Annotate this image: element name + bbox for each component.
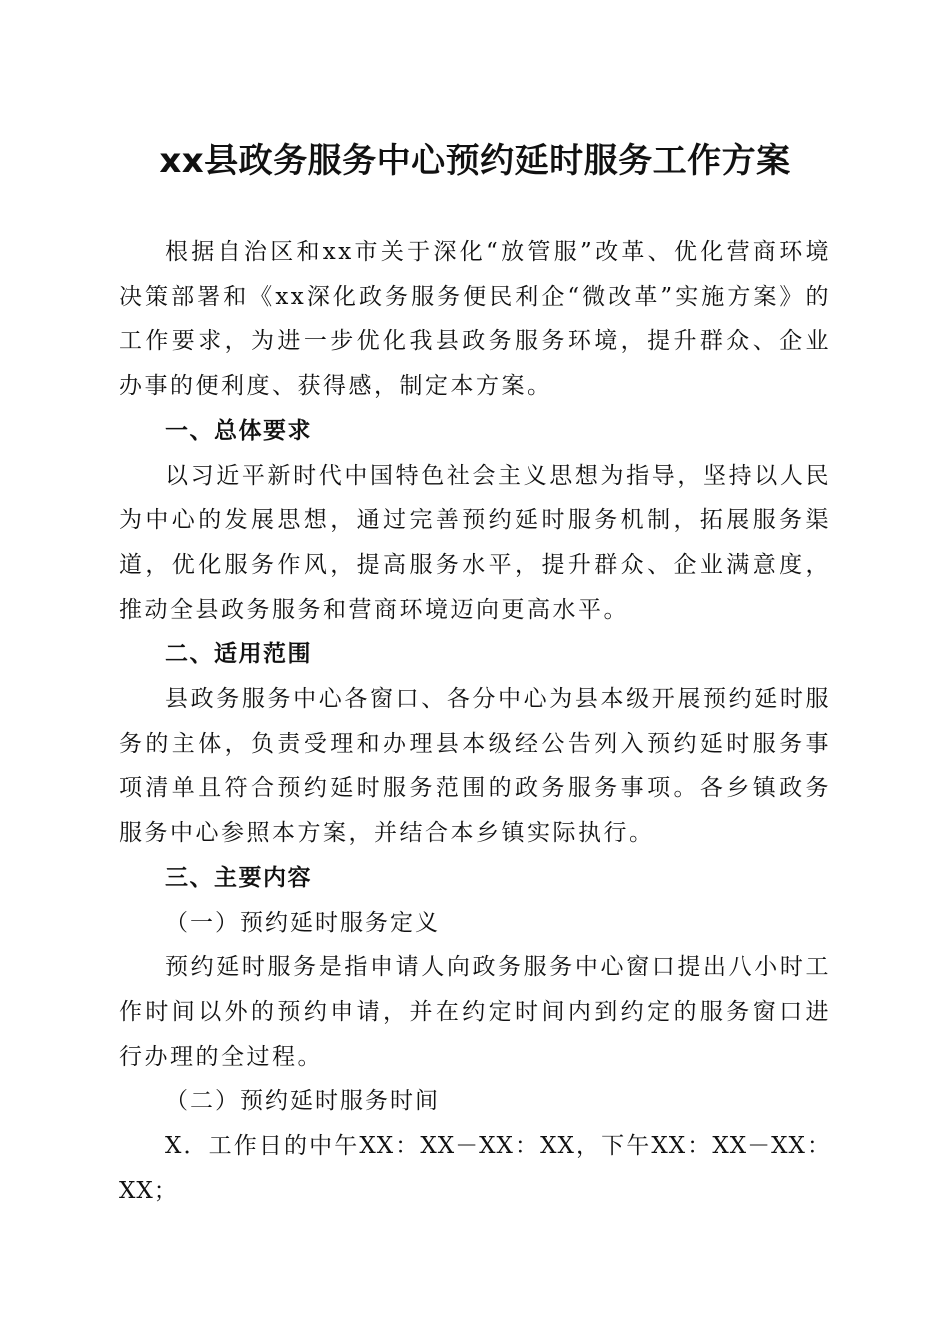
definition-paragraph: 预约延时服务是指申请人向政务服务中心窗口提出八小时工作时间以外的预约申请，并在约定时间内到约定的服务窗口进行办理的全过程。 xyxy=(119,954,831,1070)
section-heading-main-content: 三、主要内容 xyxy=(165,864,312,891)
scope-paragraph: 县政务服务中心各窗口、各分中心为县本级开展预约延时服务的主体，负责受理和办理县本级经公告列入预约延时服务事项清单且符合预约延时服务范围的政务服务事项。各乡镇政务服务中心参照本方案，并结合本乡镇实际执行。 xyxy=(119,686,831,847)
service-time-item: X．工作日的中午XX：XX－XX：XX，下午XX：XX－XX：XX； xyxy=(119,1133,831,1204)
subsection-heading-definition: （一）预约延时服务定义 xyxy=(165,909,440,936)
section-heading-scope: 二、适用范围 xyxy=(165,641,312,668)
general-requirements-paragraph: 以习近平新时代中国特色社会主义思想为指导，坚持以人民为中心的发展思想，通过完善预约延时服务机制，拓展服务渠道，优化服务作风，提高服务水平，提升群众、企业满意度，推动全县政务服务和营商环境迈向更高水平。 xyxy=(119,462,831,623)
intro-paragraph: 根据自治区和xx市关于深化“放管服”改革、优化营商环境决策部署和《xx深化政务服务便民利企“微改革”实施方案》的工作要求，为进一步优化我县政务服务环境，提升群众、企业办事的便利度、获得感，制定本方案。 xyxy=(119,239,831,400)
section-heading-general-requirements: 一、总体要求 xyxy=(165,417,312,444)
subsection-heading-service-time: （二）预约延时服务时间 xyxy=(165,1088,440,1115)
document-title: xx县政务服务中心预约延时服务工作方案 xyxy=(159,141,791,181)
document-body xyxy=(119,230,831,1213)
